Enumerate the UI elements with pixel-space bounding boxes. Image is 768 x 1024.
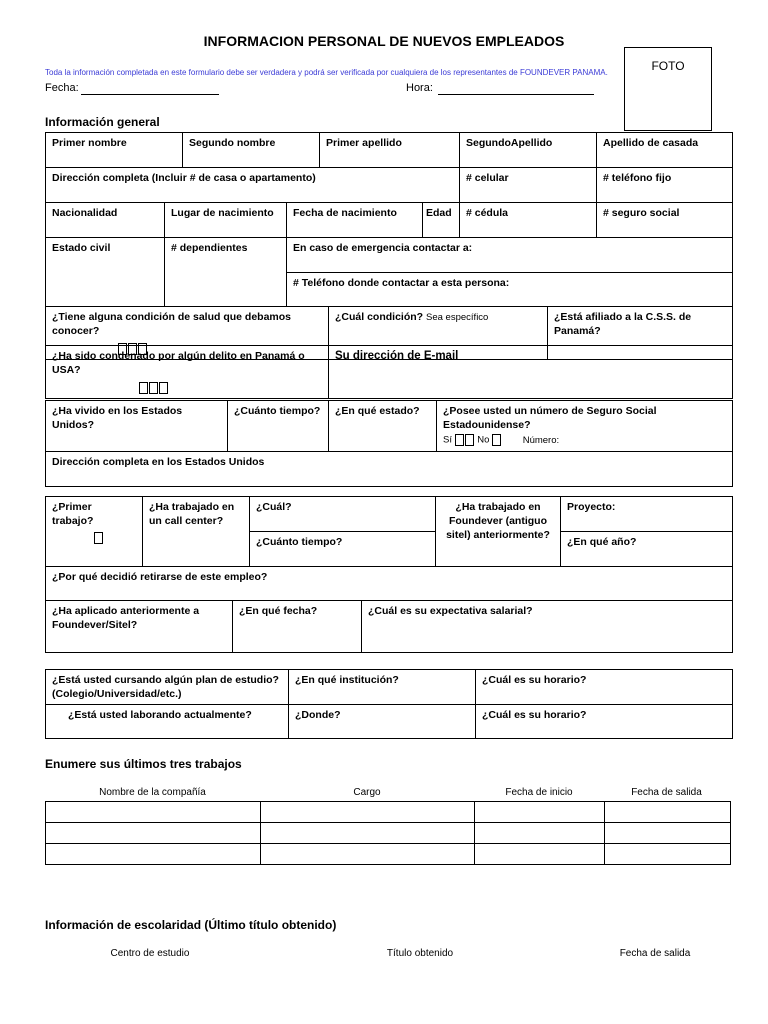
condicion-salud-label: ¿Tiene alguna condición de salud que debamos conocer? bbox=[52, 311, 292, 338]
condenado-checkboxes[interactable] bbox=[52, 380, 322, 394]
seguro-social-field[interactable]: # seguro social bbox=[597, 203, 733, 238]
general-info-row6 bbox=[45, 345, 733, 399]
celular-field[interactable]: # celular bbox=[460, 168, 597, 203]
jobs-table bbox=[45, 801, 731, 865]
apellido-casada-field[interactable]: Apellido de casada bbox=[597, 133, 733, 168]
que-fecha-field[interactable]: ¿En qué fecha? bbox=[233, 601, 362, 653]
general-info-table bbox=[45, 132, 733, 168]
dependientes-field[interactable]: # dependientes bbox=[165, 238, 287, 307]
telefono-fijo-field[interactable]: # teléfono fijo bbox=[597, 168, 733, 203]
cursando-label: ¿Está usted cursando algún plan de estudio? bbox=[52, 674, 279, 686]
cursando-field[interactable] bbox=[46, 670, 289, 705]
checkbox-icon[interactable] bbox=[455, 434, 464, 446]
school-col-centro: Centro de estudio bbox=[110, 948, 190, 959]
vivido-usa-field[interactable]: ¿Ha vivido en los Estados Unidos? bbox=[46, 401, 228, 452]
horario2-field[interactable]: ¿Cuál es su horario? bbox=[476, 705, 733, 739]
general-info-row4 bbox=[45, 237, 733, 307]
expectativa-field[interactable]: ¿Cuál es su expectativa salarial? bbox=[362, 601, 733, 653]
checkbox-icon[interactable] bbox=[492, 434, 501, 446]
table-cell[interactable] bbox=[261, 823, 475, 844]
work-table bbox=[45, 496, 733, 601]
que-ano-field[interactable]: ¿En qué año? bbox=[561, 532, 733, 567]
segundo-nombre-field[interactable]: Segundo nombre bbox=[183, 133, 320, 168]
table-cell[interactable] bbox=[46, 802, 261, 823]
call-center-field[interactable]: ¿Ha trabajado en un call center? bbox=[143, 497, 250, 567]
table-row bbox=[46, 823, 731, 844]
school-col-titulo: Título obtenido bbox=[386, 948, 454, 959]
school-heading: Información de escolaridad (Último título obtenido) bbox=[45, 918, 337, 932]
table-row bbox=[46, 844, 731, 865]
posee-ssn-field[interactable] bbox=[437, 401, 733, 452]
email-field[interactable]: Su dirección de E-mail bbox=[329, 346, 733, 399]
hora-label: Hora: bbox=[406, 82, 433, 94]
table-row bbox=[46, 802, 731, 823]
si-label: Sí bbox=[443, 434, 452, 446]
table-cell[interactable] bbox=[475, 802, 605, 823]
numero-label: Número: bbox=[522, 434, 560, 446]
nacionalidad-field[interactable]: Nacionalidad bbox=[46, 203, 165, 238]
laborando-field[interactable]: ¿Está usted laborando actualmente? bbox=[46, 705, 289, 739]
general-heading: Información general bbox=[45, 115, 160, 129]
jobs-col-inicio: Fecha de inicio bbox=[505, 787, 573, 798]
checkbox-icon[interactable] bbox=[139, 382, 148, 394]
usa-table bbox=[45, 400, 733, 487]
cual-condicion-label: ¿Cuál condición? bbox=[335, 311, 424, 323]
primer-trabajo-label: ¿Primer trabajo? bbox=[52, 501, 94, 528]
table-cell[interactable] bbox=[605, 823, 731, 844]
condenado-field[interactable] bbox=[46, 346, 329, 399]
posee-ssn-label: ¿Posee usted un número de Seguro Social Estadounidense? bbox=[443, 405, 657, 432]
table-cell[interactable] bbox=[605, 802, 731, 823]
colegio-label: (Colegio/Universidad/etc.) bbox=[52, 688, 182, 701]
usa-que-estado-field[interactable]: ¿En qué estado? bbox=[329, 401, 437, 452]
afiliado-css-field[interactable]: ¿Está afiliado a la C.S.S. de Panamá? bbox=[548, 307, 733, 360]
usa-cuanto-tiempo-field[interactable]: ¿Cuánto tiempo? bbox=[228, 401, 329, 452]
segundo-apellido-field[interactable]: SegundoApellido bbox=[460, 133, 597, 168]
no-label: No bbox=[477, 434, 490, 446]
notice-text: Toda la información completada en este formulario debe ser verdadera y podrá ser verificada por cualquiera de los representantes de FOUNDEVER PANAMA. bbox=[45, 68, 608, 77]
school-col-salida: Fecha de salida bbox=[619, 948, 691, 959]
cedula-field[interactable]: # cédula bbox=[460, 203, 597, 238]
general-info-row2 bbox=[45, 167, 733, 203]
checkbox-icon[interactable] bbox=[159, 382, 168, 394]
general-info-row3 bbox=[45, 202, 733, 238]
jobs-col-company: Nombre de la compañía bbox=[99, 787, 206, 798]
table-cell[interactable] bbox=[46, 823, 261, 844]
table-cell[interactable] bbox=[46, 844, 261, 865]
jobs-heading: Enumere sus últimos tres trabajos bbox=[45, 757, 242, 771]
fecha-label: Fecha: bbox=[45, 82, 79, 94]
telefono-emergencia-field[interactable]: # Teléfono donde contactar a esta persona: bbox=[287, 273, 733, 307]
direccion-usa-field[interactable]: Dirección completa en los Estados Unidos bbox=[46, 451, 733, 486]
photo-box[interactable] bbox=[624, 47, 712, 131]
direccion-field[interactable]: Dirección completa (Incluir # de casa o apartamento) bbox=[46, 168, 460, 203]
foundever-field[interactable]: ¿Ha trabajado en Foundever (antiguo sitel) anteriormente? bbox=[436, 497, 561, 567]
fecha-nacimiento-field[interactable]: Fecha de nacimiento bbox=[287, 203, 423, 238]
photo-label: FOTO bbox=[651, 59, 685, 73]
work-cuanto-tiempo-field[interactable]: ¿Cuánto tiempo? bbox=[250, 532, 436, 567]
fecha-field[interactable] bbox=[81, 94, 219, 95]
study-table bbox=[45, 669, 733, 739]
table-cell[interactable] bbox=[261, 802, 475, 823]
hora-field[interactable] bbox=[438, 94, 594, 95]
table-cell[interactable] bbox=[475, 823, 605, 844]
aplicado-field[interactable]: ¿Ha aplicado anteriormente a Foundever/Sitel? bbox=[46, 601, 233, 653]
horario-field[interactable]: ¿Cuál es su horario? bbox=[476, 670, 733, 705]
primer-apellido-field[interactable]: Primer apellido bbox=[320, 133, 460, 168]
table-cell[interactable] bbox=[475, 844, 605, 865]
table-cell[interactable] bbox=[605, 844, 731, 865]
lugar-nacimiento-field[interactable]: Lugar de nacimiento bbox=[165, 203, 287, 238]
checkbox-icon[interactable] bbox=[465, 434, 474, 446]
emergencia-field[interactable]: En caso de emergencia contactar a: bbox=[287, 238, 733, 273]
sea-especifico-hint: Sea específico bbox=[426, 312, 489, 323]
edad-field[interactable]: Edad bbox=[423, 203, 460, 238]
jobs-col-cargo: Cargo bbox=[353, 787, 381, 798]
donde-field[interactable]: ¿Donde? bbox=[289, 705, 476, 739]
checkbox-icon[interactable] bbox=[94, 532, 103, 544]
cual-field[interactable]: ¿Cuál? bbox=[250, 497, 436, 532]
table-cell[interactable] bbox=[261, 844, 475, 865]
proyecto-field[interactable]: Proyecto: bbox=[561, 497, 733, 532]
work-table-row2 bbox=[45, 600, 733, 653]
primer-nombre-field[interactable]: Primer nombre bbox=[46, 133, 183, 168]
estado-civil-field[interactable]: Estado civil bbox=[46, 238, 165, 307]
checkbox-icon[interactable] bbox=[149, 382, 158, 394]
retirarse-field[interactable]: ¿Por qué decidió retirarse de este empleo? bbox=[46, 567, 733, 601]
page-title: INFORMACION PERSONAL DE NUEVOS EMPLEADOS bbox=[203, 33, 565, 49]
condenado-label: ¿Ha sido condenado por algún delito en Panamá o USA? bbox=[52, 350, 305, 377]
primer-trabajo-field[interactable] bbox=[46, 497, 143, 567]
institucion-field[interactable]: ¿En qué institución? bbox=[289, 670, 476, 705]
jobs-col-salida: Fecha de salida bbox=[631, 787, 702, 798]
